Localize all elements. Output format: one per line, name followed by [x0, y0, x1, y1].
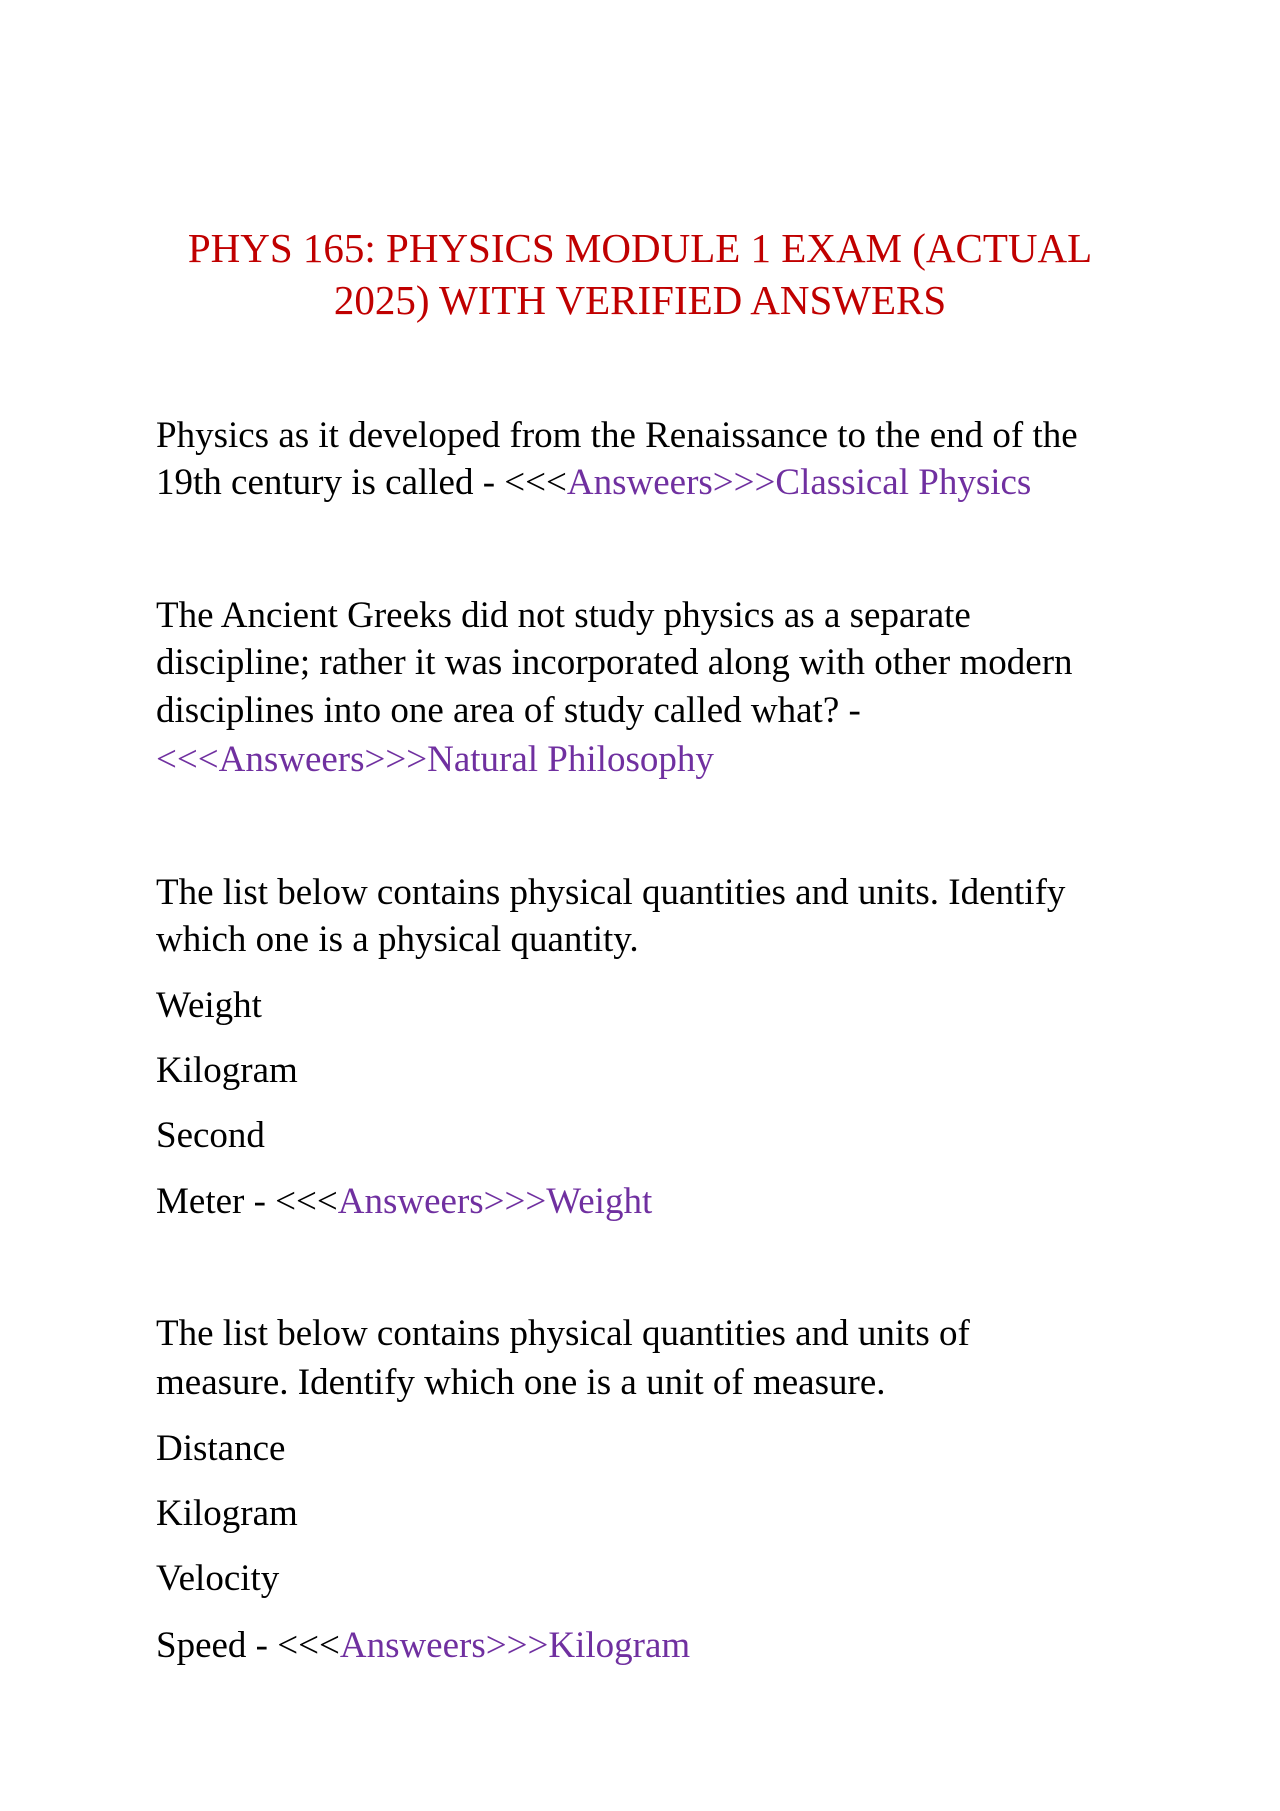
option-item: Velocity — [156, 1558, 280, 1599]
document-title-line-2: 2025) WITH VERIFIED ANSWERS — [333, 277, 947, 323]
question-text: Physics as it developed from the Renaissance to the end of the — [156, 415, 1078, 456]
option-item: Speed - <<< — [156, 1625, 340, 1666]
option-item: Kilogram — [156, 1050, 298, 1091]
question-text: disciplines into one area of study called what? - — [156, 690, 861, 731]
question-text: The list below contains physical quantities and units. Identify — [156, 872, 1066, 913]
option-item: Kilogram — [156, 1493, 298, 1534]
option-item: Weight — [156, 985, 262, 1026]
option-item: Distance — [156, 1428, 286, 1469]
question-text: The list below contains physical quantities and units of — [156, 1313, 970, 1354]
question-text: which one is a physical quantity. — [156, 919, 639, 960]
option-item-with-answer — [156, 1625, 690, 1667]
question-text: measure. Identify which one is a unit of measure. — [156, 1362, 886, 1403]
option-item: Second — [156, 1115, 265, 1156]
question-text: 19th century is called - <<< — [156, 462, 567, 503]
question-text-line — [156, 462, 1031, 504]
question-text: The Ancient Greeks did not study physics as a separate — [156, 595, 971, 636]
option-item: Meter - <<< — [156, 1181, 338, 1222]
answer-text: <<<Answeers>>>Natural Philosophy — [156, 739, 714, 780]
document-title-line-1: PHYS 165: PHYSICS MODULE 1 EXAM (ACTUAL — [187, 225, 1093, 271]
answer-text: Answeers>>>Weight — [337, 1181, 653, 1222]
question-text: discipline; rather it was incorporated along with other modern — [156, 642, 1073, 683]
option-item-with-answer — [156, 1181, 652, 1223]
answer-text: Answeers>>>Classical Physics — [566, 462, 1032, 503]
answer-text: Answeers>>>Kilogram — [339, 1625, 691, 1666]
